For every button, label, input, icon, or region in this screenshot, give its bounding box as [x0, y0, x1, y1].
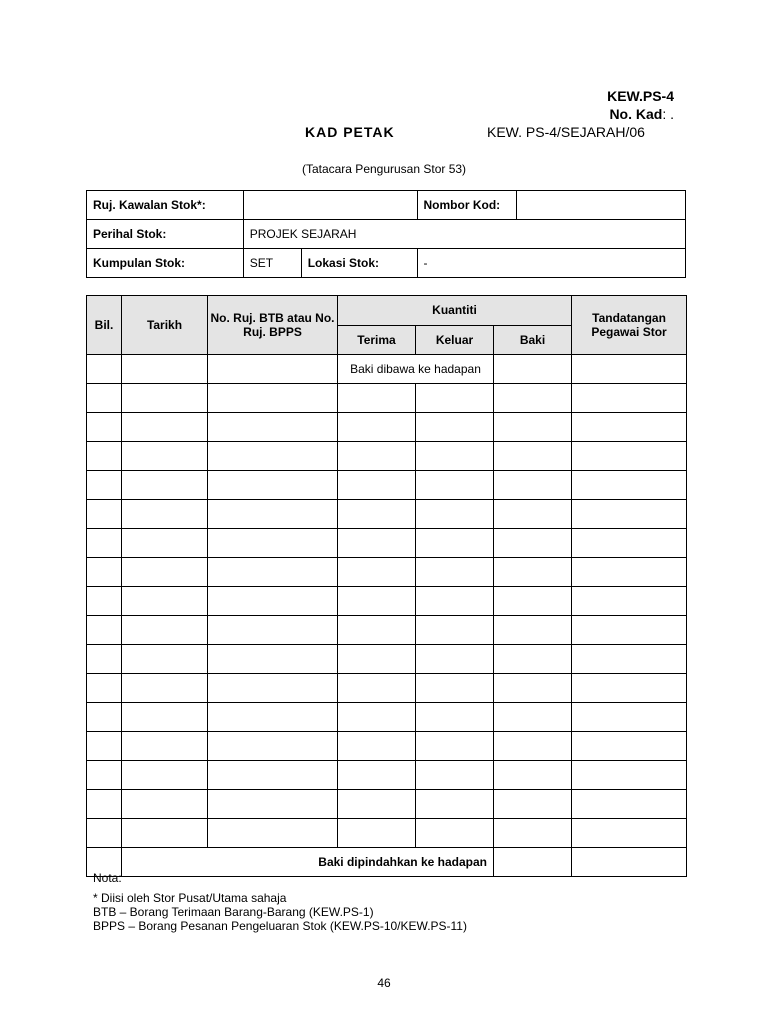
- table-cell[interactable]: [572, 500, 687, 529]
- table-cell[interactable]: [572, 790, 687, 819]
- table-cell[interactable]: [208, 761, 338, 790]
- table-row: [87, 819, 687, 848]
- card-number-value: : .: [662, 106, 674, 122]
- table-cell[interactable]: [87, 819, 122, 848]
- stock-group-label: Kumpulan Stok:: [87, 249, 244, 278]
- note-line: * Diisi oleh Stor Pusat/Utama sahaja: [93, 891, 287, 905]
- table-cell[interactable]: [87, 587, 122, 616]
- table-cell[interactable]: [494, 703, 572, 732]
- table-cell[interactable]: [416, 819, 494, 848]
- column-header-quantity: Kuantiti: [338, 296, 572, 326]
- table-cell[interactable]: [87, 761, 122, 790]
- table-cell[interactable]: [122, 413, 208, 442]
- table-cell[interactable]: [572, 645, 687, 674]
- table-cell[interactable]: [416, 471, 494, 500]
- table-cell[interactable]: [87, 732, 122, 761]
- table-cell[interactable]: [338, 384, 416, 413]
- table-cell[interactable]: [338, 645, 416, 674]
- column-header-balance: Baki: [494, 325, 572, 355]
- column-header-no: Bil.: [87, 296, 122, 355]
- table-cell[interactable]: [572, 471, 687, 500]
- stock-group-field[interactable]: SET: [243, 249, 301, 278]
- table-cell[interactable]: [208, 819, 338, 848]
- table-cell[interactable]: [122, 732, 208, 761]
- table-row: [87, 761, 687, 790]
- table-cell[interactable]: [416, 529, 494, 558]
- column-header-date: Tarikh: [122, 296, 208, 355]
- carry-forward-out-balance[interactable]: [494, 848, 572, 877]
- stock-control-ref-label: Ruj. Kawalan Stok*:: [87, 191, 244, 220]
- table-cell[interactable]: [494, 529, 572, 558]
- table-cell[interactable]: [416, 500, 494, 529]
- table-cell[interactable]: [572, 529, 687, 558]
- code-number-field[interactable]: [517, 191, 686, 220]
- table-cell[interactable]: [208, 413, 338, 442]
- info-row: [87, 191, 686, 220]
- table-cell[interactable]: [494, 790, 572, 819]
- table-row: [87, 471, 687, 500]
- table-cell[interactable]: [338, 819, 416, 848]
- table-cell[interactable]: [572, 558, 687, 587]
- table-cell[interactable]: [416, 790, 494, 819]
- table-cell[interactable]: [416, 413, 494, 442]
- table-cell[interactable]: [338, 500, 416, 529]
- carry-forward-in-balance[interactable]: [494, 355, 572, 384]
- table-cell[interactable]: [338, 587, 416, 616]
- card-reference: KEW. PS-4/SEJARAH/06: [487, 124, 645, 140]
- procedure-reference: (Tatacara Pengurusan Stor 53): [301, 162, 467, 176]
- table-row: [87, 674, 687, 703]
- table-cell[interactable]: [338, 790, 416, 819]
- table-cell[interactable]: [572, 616, 687, 645]
- table-cell[interactable]: [122, 587, 208, 616]
- table-cell[interactable]: [416, 616, 494, 645]
- table-cell[interactable]: [122, 558, 208, 587]
- table-cell[interactable]: [87, 355, 122, 384]
- carry-forward-out-label: Baki dipindahkan ke hadapan: [122, 848, 494, 877]
- table-cell[interactable]: [494, 616, 572, 645]
- stock-subject-field[interactable]: PROJEK SEJARAH: [243, 220, 685, 249]
- table-cell[interactable]: [338, 674, 416, 703]
- table-cell[interactable]: [338, 703, 416, 732]
- notes-section: [93, 871, 467, 933]
- table-cell[interactable]: [338, 616, 416, 645]
- table-cell[interactable]: [416, 558, 494, 587]
- column-header-signature: Tandatangan Pegawai Stor: [572, 296, 687, 355]
- page-title: KAD PETAK: [305, 124, 395, 140]
- table-row: [87, 442, 687, 471]
- note-line: BTB – Borang Terimaan Barang-Barang (KEW.PS-1): [93, 905, 374, 919]
- carry-forward-in-row: [87, 355, 687, 384]
- table-row: [87, 529, 687, 558]
- table-row: [87, 587, 687, 616]
- table-cell[interactable]: [208, 384, 338, 413]
- table-cell[interactable]: [572, 355, 687, 384]
- stock-control-ref-field[interactable]: [243, 191, 417, 220]
- table-cell[interactable]: [338, 442, 416, 471]
- table-cell[interactable]: [208, 587, 338, 616]
- table-cell[interactable]: [122, 442, 208, 471]
- table-cell[interactable]: [87, 413, 122, 442]
- table-cell[interactable]: [208, 558, 338, 587]
- table-cell[interactable]: [416, 761, 494, 790]
- table-cell[interactable]: [87, 529, 122, 558]
- table-row: [87, 645, 687, 674]
- table-cell[interactable]: [87, 500, 122, 529]
- table-cell[interactable]: [494, 761, 572, 790]
- carry-forward-in-label: Baki dibawa ke hadapan: [338, 355, 494, 384]
- table-cell[interactable]: [338, 558, 416, 587]
- table-cell[interactable]: [122, 703, 208, 732]
- table-cell[interactable]: [494, 558, 572, 587]
- table-cell[interactable]: [416, 732, 494, 761]
- table-cell[interactable]: [208, 500, 338, 529]
- table-cell[interactable]: [572, 413, 687, 442]
- stock-subject-label: Perihal Stok:: [87, 220, 244, 249]
- table-cell[interactable]: [338, 761, 416, 790]
- table-cell[interactable]: [494, 732, 572, 761]
- table-cell[interactable]: [87, 674, 122, 703]
- table-cell[interactable]: [572, 587, 687, 616]
- table-cell[interactable]: [572, 442, 687, 471]
- table-row: [87, 616, 687, 645]
- table-cell[interactable]: [494, 819, 572, 848]
- table-cell[interactable]: [572, 819, 687, 848]
- table-cell[interactable]: [87, 384, 122, 413]
- table-cell[interactable]: [87, 558, 122, 587]
- table-cell[interactable]: [572, 674, 687, 703]
- table-cell[interactable]: [122, 761, 208, 790]
- table-cell[interactable]: [494, 674, 572, 703]
- table-cell[interactable]: [338, 529, 416, 558]
- notes-heading: Nota:: [93, 871, 122, 885]
- stock-info-table: [86, 190, 686, 278]
- table-cell[interactable]: [87, 790, 122, 819]
- card-number: [540, 106, 674, 122]
- stock-location-field[interactable]: -: [417, 249, 685, 278]
- note-line: BPPS – Borang Pesanan Pengeluaran Stok (KEW.PS-10/KEW.PS-11): [93, 919, 467, 933]
- stock-location-label: Lokasi Stok:: [301, 249, 417, 278]
- table-cell[interactable]: [416, 703, 494, 732]
- table-cell[interactable]: [122, 674, 208, 703]
- table-cell[interactable]: [494, 442, 572, 471]
- table-row: [87, 703, 687, 732]
- table-cell[interactable]: [572, 384, 687, 413]
- table-cell[interactable]: [416, 645, 494, 674]
- table-cell[interactable]: [208, 442, 338, 471]
- table-cell[interactable]: [208, 703, 338, 732]
- table-cell[interactable]: [208, 529, 338, 558]
- table-cell[interactable]: [572, 703, 687, 732]
- table-cell[interactable]: [416, 674, 494, 703]
- table-cell[interactable]: [416, 442, 494, 471]
- table-row: [87, 500, 687, 529]
- table-cell[interactable]: [208, 355, 338, 384]
- info-row: [87, 220, 686, 249]
- table-cell[interactable]: [208, 471, 338, 500]
- table-cell[interactable]: [87, 616, 122, 645]
- table-cell[interactable]: [122, 645, 208, 674]
- table-cell[interactable]: [87, 442, 122, 471]
- column-header-received: Terima: [338, 325, 416, 355]
- table-cell[interactable]: [572, 732, 687, 761]
- table-cell[interactable]: [338, 471, 416, 500]
- table-cell[interactable]: [416, 587, 494, 616]
- table-cell[interactable]: [87, 703, 122, 732]
- table-row: [87, 790, 687, 819]
- column-header-issued: Keluar: [416, 325, 494, 355]
- table-cell[interactable]: [208, 732, 338, 761]
- table-cell[interactable]: [572, 848, 687, 877]
- table-cell[interactable]: [494, 645, 572, 674]
- table-cell[interactable]: [122, 471, 208, 500]
- table-cell[interactable]: [122, 616, 208, 645]
- table-row: [87, 413, 687, 442]
- table-cell[interactable]: [494, 471, 572, 500]
- table-cell[interactable]: [416, 384, 494, 413]
- table-row: [87, 558, 687, 587]
- table-cell[interactable]: [208, 645, 338, 674]
- card-number-label: No. Kad: [609, 106, 663, 122]
- table-cell[interactable]: [122, 529, 208, 558]
- page-number: 46: [377, 976, 391, 990]
- table-cell[interactable]: [122, 819, 208, 848]
- column-header-reference: No. Ruj. BTB atau No. Ruj. BPPS: [208, 296, 338, 355]
- table-cell[interactable]: [87, 645, 122, 674]
- table-cell[interactable]: [122, 500, 208, 529]
- table-row: [87, 732, 687, 761]
- table-cell[interactable]: [122, 384, 208, 413]
- table-cell[interactable]: [208, 790, 338, 819]
- table-cell[interactable]: [122, 790, 208, 819]
- table-cell[interactable]: [122, 355, 208, 384]
- info-row: [87, 249, 686, 278]
- table-cell[interactable]: [338, 413, 416, 442]
- code-number-label: Nombor Kod:: [417, 191, 517, 220]
- table-cell[interactable]: [572, 761, 687, 790]
- table-cell[interactable]: [338, 732, 416, 761]
- table-cell[interactable]: [208, 616, 338, 645]
- table-cell[interactable]: [494, 413, 572, 442]
- table-row: [87, 384, 687, 413]
- table-cell[interactable]: [208, 674, 338, 703]
- table-cell[interactable]: [87, 471, 122, 500]
- table-cell[interactable]: [494, 384, 572, 413]
- stock-ledger-table: [86, 295, 687, 877]
- table-cell[interactable]: [494, 500, 572, 529]
- table-cell[interactable]: [494, 587, 572, 616]
- form-code: KEW.PS-4: [607, 88, 674, 104]
